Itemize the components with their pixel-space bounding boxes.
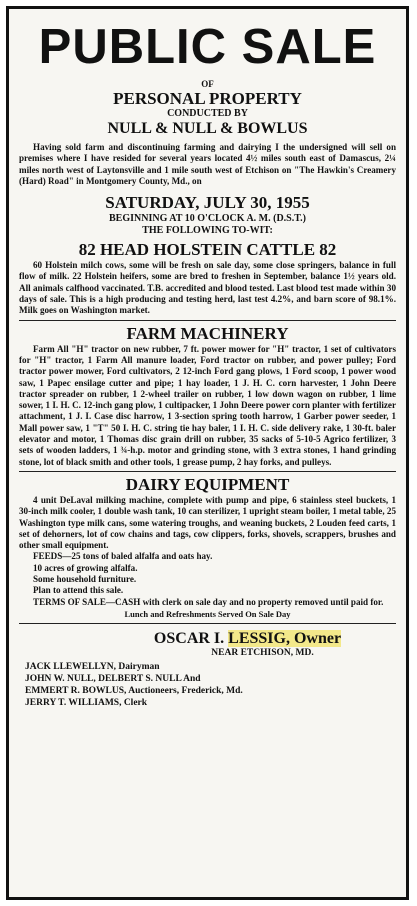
- list-item: 10 acres of growing alfalfa.: [33, 562, 138, 573]
- ad-content: [13, 13, 402, 893]
- owner-line: [13, 630, 402, 648]
- credits: [13, 661, 402, 709]
- ad-title: PUBLIC SALE: [38, 20, 377, 74]
- conductors: NULL & NULL & BOWLUS: [107, 120, 308, 137]
- sale-date: SATURDAY, JULY 30, 1955: [105, 193, 310, 213]
- credit-line: EMMERT R. BOWLUS, Auctioneers, Frederick, Md.: [25, 685, 243, 696]
- list-item: Plan to attend this sale.: [33, 585, 124, 596]
- beginning-time: BEGINNING AT 10 O'CLOCK A. M. (D.S.T.): [109, 213, 306, 225]
- credit-line: JERRY T. WILLIAMS, Clerk: [25, 697, 148, 708]
- cattle-paragraph: 60 Holstein milch cows, some will be fresh on sale day, some close springers, balance in full flow of milk. 22 Holstein heifers, some are bred to freshen in September, balance 1½ years old. All animals calfhood vaccinated. T.B. accredited and blood tested. Last blood test made within 30 days of sale. This is a high producing and testing herd, last test 4.2%, and barn score of 98.1%. Milk goes on Washington market.: [19, 260, 396, 316]
- divider: [19, 471, 396, 472]
- dairy-heading: DAIRY EQUIPMENT: [125, 474, 290, 494]
- list-item: FEEDS—25 tons of baled alfalfa and oats hay.: [33, 551, 213, 562]
- owner-prefix: OSCAR I.: [153, 629, 225, 647]
- owner-highlight: LESSIG, Owner: [228, 629, 342, 647]
- credit-line: JOHN W. NULL, DELBERT S. NULL And: [25, 673, 201, 684]
- conducted-by: CONDUCTED BY: [167, 108, 248, 119]
- dairy-paragraph: 4 unit DeLaval milking machine, complete with pump and pipe, 6 stainless steel buckets, 1 30-inch milk cooler, 1 double wash tank, 10 can sterilizer, 1 upright steam boiler, 1 metal table, 25 Washington type milk cans, some watering troughs, and weaning buckets, 2 Louden feed carts, 1 set of dehorners, lot of cow chains and tags, cow clippers, forks, shovels, scrappers, brushes and other small equipment.: [19, 494, 396, 551]
- lunch-line: Lunch and Refreshments Served On Sale Day: [124, 608, 291, 619]
- cattle-heading: 82 HEAD HOLSTEIN CATTLE 82: [78, 240, 337, 260]
- subtitle: PERSONAL PROPERTY: [113, 89, 302, 108]
- intro-paragraph: Having sold farm and discontinuing farming and dairying I the undersigned will sell on premises where I have resided for several years located 4½ miles south east of Damascus, 2¼ miles north west of Laytonsville and 1 mile south west of Etchison on "The Hawkin's Creamery (Hard) Road" in Montgomery County, Md., on: [19, 142, 396, 186]
- divider: [19, 320, 396, 321]
- of-line: OF: [201, 79, 214, 89]
- feeds-list: [13, 551, 402, 596]
- terms-of-sale: TERMS OF SALE—CASH with clerk on sale day and no property removed until paid for.: [33, 596, 384, 607]
- machinery-heading: FARM MACHINERY: [126, 323, 289, 343]
- sale-advertisement: [6, 6, 409, 900]
- credit-line: JACK LLEWELLYN, Dairyman: [25, 661, 160, 672]
- owner-location: NEAR ETCHISON, MD.: [211, 647, 314, 658]
- list-item: Some household furniture.: [33, 574, 137, 585]
- divider: [19, 623, 396, 624]
- following-line: THE FOLLOWING TO-WIT:: [142, 225, 273, 237]
- machinery-paragraph: Farm All "H" tractor on new rubber, 7 ft. power mower for "H" tractor, 1 set of cultivators for "H" tractor, 1 Farm All manure loader, Ford tractor on rubber, and power pulley; Ford tractor power mower, Ford cultivators, 2 12-inch Ford gang plows, 1 Ford scoop, 1 power wood saw, 1 Papec ensilage cutter and pipe; 1 hay loader, 1 J. H. C. corn harvester, 1 John Deere tractor spreader on rubber, 1 2-wheel trailer on rubber, 1 low down wagon on rubber, 1 lime sower, 1 I. H. C. 12-inch gang plow, 1 cultipacker, 1 John Deere power corn planter with fertilizer attachment, 1 J. I. Case disc harrow, 1 3-section spring tooth harrow, 1 Garber power seeder, 1 Mall power saw, 1 "T" 50 I. H. C. string tie hay baler, 1 I. H. C. side delivery rake, 1 30-ft. baler elevator and motor, 1 Thomas disc grain drill on rubber, 35 sacks of 5-10-5 Agrico fertilizer, 3 sets of wooden ladders, 1 ¾-h.p. motor and grinding stone, with 3 extra stones, 1 hand grinding stone, lot of black smith and other tools, 1 grease pump, 2 hay forks, and pulleys.: [19, 343, 396, 467]
